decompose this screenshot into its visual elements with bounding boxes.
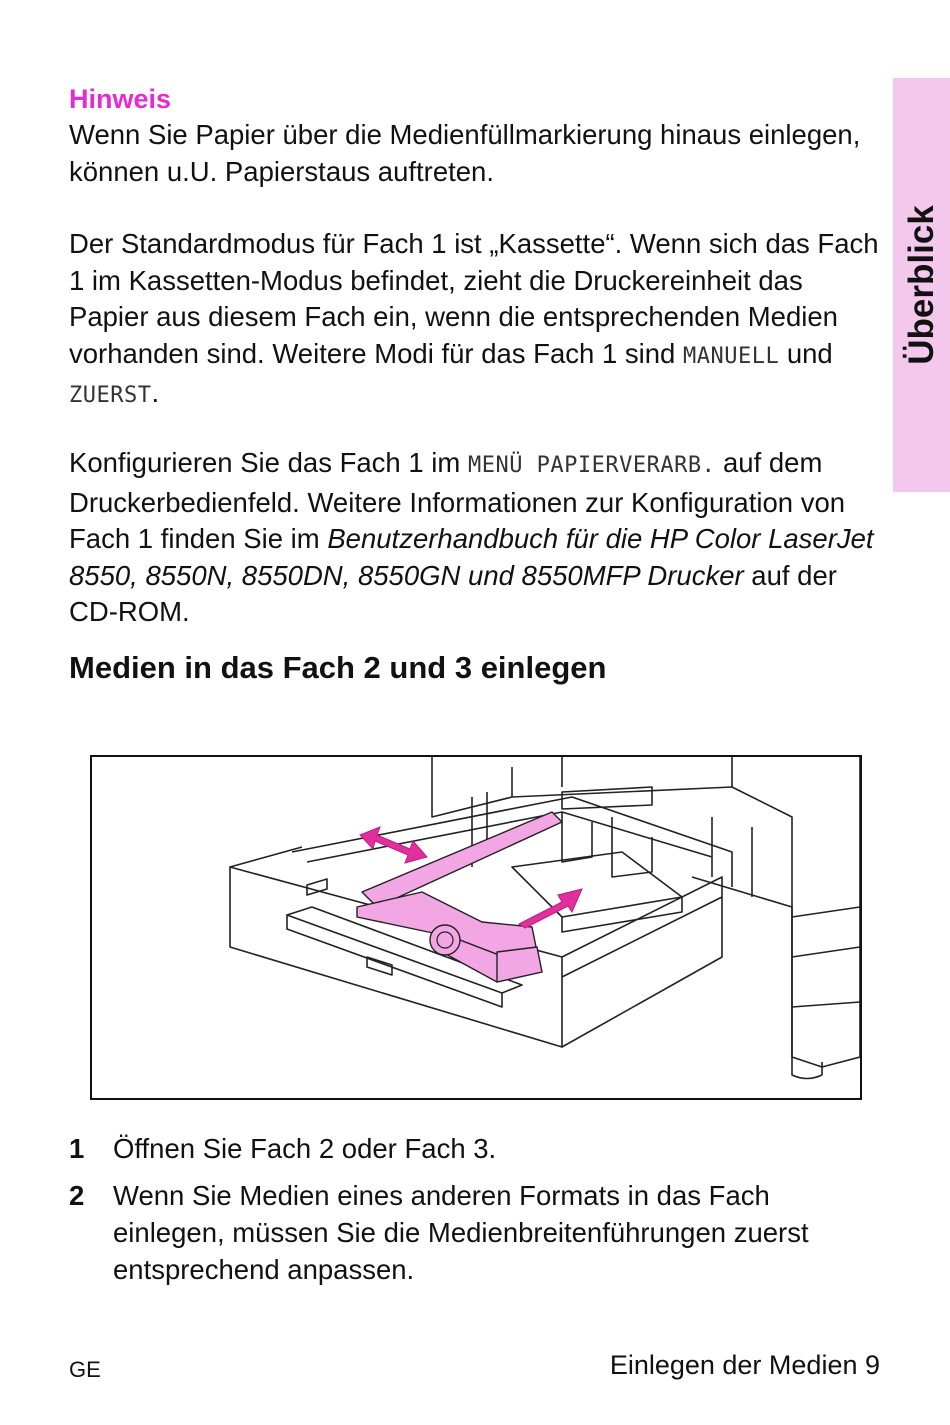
mode-first: ZUERST <box>69 383 152 408</box>
insert-arrow-icon <box>519 889 582 928</box>
paragraph-default-mode <box>69 226 889 415</box>
tray-drawing <box>92 757 860 1098</box>
book-title: Benutzerhandbuch für die HP Color LaserJet 8550, 8550N, 8550DN, 8550GN und 8550MFP Drucker <box>69 523 874 591</box>
footer-page-label: Einlegen der Medien 9 <box>609 1350 880 1380</box>
step-text: Öffnen Sie Fach 2 oder Fach 3. <box>113 1133 497 1164</box>
menu-name: MENÜ PAPIERVERARB. <box>467 453 716 478</box>
step-number: 1 <box>69 1133 85 1164</box>
tray-illustration <box>90 755 862 1100</box>
dial-icon <box>430 925 460 955</box>
note-text: Wenn Sie Papier über die Medienfüllmarkierung hinaus einlegen, können u.U. Papierstaus auftreten. <box>69 119 861 187</box>
paragraph-text: . <box>151 377 160 408</box>
side-tab <box>893 78 950 492</box>
paragraph-text: Der Standardmodus für Fach 1 ist „Kassette“. Wenn sich das Fach 1 im Kassetten-Modus befindet, zieht die Druckereinheit das Papier aus diesem Fach ein, wenn die entsprechenden Medien vorhanden sind. Weitere Modi für das Fach 1 sind <box>69 228 879 369</box>
footer-language-code: GE <box>69 1357 101 1382</box>
paragraph-text: auf der CD-ROM. <box>69 559 837 627</box>
side-tab-label: Überblick <box>901 205 941 365</box>
note-title: Hinweis <box>69 84 172 114</box>
paragraph-text: Konfigurieren Sie das Fach 1 im <box>69 447 468 478</box>
section-heading: Medien in das Fach 2 und 3 einlegen <box>69 650 607 685</box>
paragraph-text: auf dem Druckerbedienfeld. Weitere Informationen zur Konfiguration von Fach 1 finden Sie im <box>69 447 846 554</box>
paragraph-text: und <box>779 337 833 369</box>
paragraph-configure <box>69 445 889 631</box>
step-number: 2 <box>69 1180 85 1211</box>
step-text: Wenn Sie Medien eines anderen Formats in das Fach einlegen, müssen Sie die Medienbreitenführungen zuerst entsprechend anpassen. <box>113 1180 809 1285</box>
mode-manual: MANUELL <box>682 343 780 369</box>
